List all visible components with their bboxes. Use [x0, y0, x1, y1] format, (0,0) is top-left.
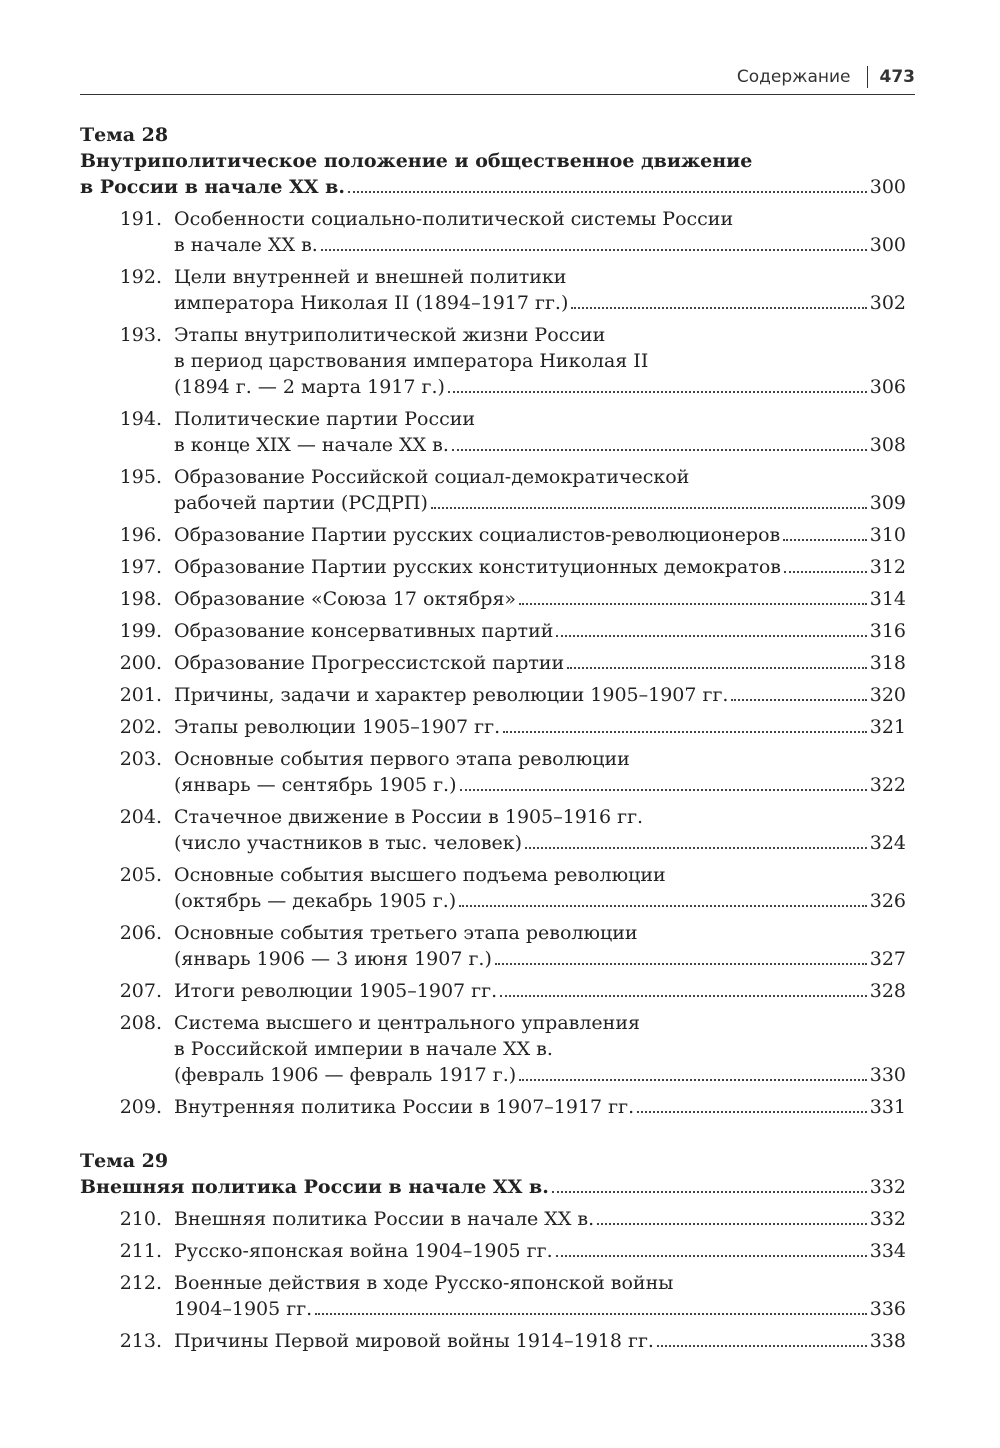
dot-leader	[431, 507, 867, 509]
entry-text: Этапы революции 1905–1907 гг.	[174, 716, 501, 738]
entry-row	[174, 650, 906, 676]
entry-body	[174, 1010, 906, 1088]
entry-number: 205.	[119, 864, 162, 886]
toc-entry[interactable]	[80, 746, 906, 798]
toc-entry[interactable]	[80, 1328, 906, 1354]
entry-body	[174, 264, 906, 316]
entry-page: 330	[869, 1064, 906, 1086]
entry-number: 192.	[119, 266, 162, 288]
entry-body	[174, 714, 906, 740]
entry-text: Образование консервативных партий	[174, 620, 554, 642]
entry-page: 318	[869, 652, 906, 674]
entry-line: Цели внутренней и внешней политики	[174, 266, 567, 288]
toc-entry[interactable]	[80, 464, 906, 516]
dot-leader	[321, 249, 867, 251]
running-head	[737, 66, 915, 88]
entry-page: 300	[869, 234, 906, 256]
dot-leader	[784, 571, 867, 573]
entry-text: 1904–1905 гг.	[174, 1298, 313, 1320]
toc-entry[interactable]	[80, 618, 906, 644]
entry-body	[174, 804, 906, 856]
running-header	[80, 62, 915, 95]
entry-text: Причины Первой мировой войны 1914–1918 гг.	[174, 1330, 654, 1352]
entry-row	[174, 1094, 906, 1120]
entry-page: 322	[869, 774, 906, 796]
entry-body	[174, 862, 906, 914]
entry-page: 336	[869, 1298, 906, 1320]
entry-line: Военные действия в ходе Русско-японской войны	[174, 1272, 674, 1294]
entry-page: 312	[869, 556, 906, 578]
entry-line: Политические партии России	[174, 408, 476, 430]
dot-leader	[348, 191, 867, 193]
dot-leader	[519, 603, 867, 605]
entry-line: Основные события третьего этапа революции	[174, 922, 638, 944]
entry-row	[174, 1328, 906, 1354]
entry-page: 328	[869, 980, 906, 1002]
dot-leader	[657, 1345, 867, 1347]
entry-text: Образование Партии русских конституционных демократов	[174, 556, 781, 578]
entry-line: Этапы внутриполитической жизни России	[174, 324, 606, 346]
topic-title: в России в начале XX в.	[80, 176, 345, 198]
entry-row	[174, 978, 906, 1004]
toc-entry[interactable]	[80, 322, 906, 400]
entry-page: 320	[869, 684, 906, 706]
toc-entry[interactable]	[80, 650, 906, 676]
topic-section	[80, 1148, 906, 1354]
entry-text: Образование Прогрессистской партии	[174, 652, 565, 674]
entry-number: 196.	[119, 524, 162, 546]
page-number: 473	[879, 67, 915, 87]
entry-row	[174, 888, 906, 914]
entry-row	[174, 554, 906, 580]
entry-number: 195.	[119, 466, 162, 488]
dot-leader	[459, 905, 867, 907]
entry-body	[174, 978, 906, 1004]
entry-body	[174, 586, 906, 612]
toc-entry[interactable]	[80, 1010, 906, 1088]
entry-text: (число участников в тыс. человек)	[174, 832, 523, 854]
entry-number: 201.	[119, 684, 162, 706]
entry-line: Образование Российской социал-демократической	[174, 466, 690, 488]
entry-row	[174, 374, 906, 400]
entry-body	[174, 1270, 906, 1322]
entry-text: Итоги революции 1905–1907 гг.	[174, 980, 498, 1002]
toc-entry[interactable]	[80, 1094, 906, 1120]
entry-number: 199.	[119, 620, 162, 642]
dot-leader	[495, 963, 867, 965]
entry-page: 331	[869, 1096, 906, 1118]
entry-row	[174, 522, 906, 548]
entry-row	[174, 1296, 906, 1322]
entry-page: 327	[869, 948, 906, 970]
entry-page: 302	[869, 292, 906, 314]
entry-page: 310	[869, 524, 906, 546]
toc-entry[interactable]	[80, 586, 906, 612]
entry-text: Причины, задачи и характер революции 1905–1907 гг.	[174, 684, 729, 706]
entry-number: 210.	[119, 1208, 162, 1230]
toc-entry[interactable]	[80, 804, 906, 856]
entry-line: в Российской империи в начале XX в.	[174, 1038, 553, 1060]
dot-leader	[519, 1079, 867, 1081]
header-separator	[867, 66, 868, 88]
entry-page: 314	[869, 588, 906, 610]
entry-number: 200.	[119, 652, 162, 674]
entry-row	[174, 232, 906, 258]
entry-text: Русско-японская война 1904–1905 гг.	[174, 1240, 553, 1262]
entry-number: 203.	[119, 748, 162, 770]
entry-body	[174, 206, 906, 258]
entry-page: 334	[869, 1240, 906, 1262]
entry-line: в период царствования императора Николая II	[174, 350, 649, 372]
entry-text: (1894 г. — 2 марта 1917 г.)	[174, 376, 445, 398]
entry-body	[174, 1206, 906, 1232]
entry-page: 309	[869, 492, 906, 514]
entry-number: 212.	[119, 1272, 162, 1294]
entry-body	[174, 650, 906, 676]
entry-number: 193.	[119, 324, 162, 346]
entry-row	[174, 432, 906, 458]
toc-entry[interactable]	[80, 406, 906, 458]
entry-page: 308	[869, 434, 906, 456]
entry-body	[174, 920, 906, 972]
topic-title-line: Внутриполитическое положение и общественное движение	[80, 150, 753, 172]
entry-text: (февраль 1906 — февраль 1917 г.)	[174, 1064, 517, 1086]
entry-row	[174, 772, 906, 798]
entry-page: 324	[869, 832, 906, 854]
topic-title-row[interactable]	[80, 1174, 906, 1200]
entry-text: Образование «Союза 17 октября»	[174, 588, 517, 610]
entry-number: 209.	[119, 1096, 162, 1118]
topic-title: Внешняя политика России в начале XX в.	[80, 1176, 549, 1198]
entry-text: в начале XX в.	[174, 234, 318, 256]
dot-leader	[731, 699, 866, 701]
topic-label: Тема 28	[80, 124, 169, 146]
entry-text: в конце XIX — начале XX в.	[174, 434, 449, 456]
entry-text: императора Николая II (1894–1917 гг.)	[174, 292, 569, 314]
entry-page: 326	[869, 890, 906, 912]
entry-body	[174, 1238, 906, 1264]
entry-number: 191.	[119, 208, 162, 230]
topic-section	[80, 122, 906, 1120]
entry-number: 197.	[119, 556, 162, 578]
section-title: Содержание	[736, 67, 851, 87]
toc-entry[interactable]	[80, 862, 906, 914]
toc-entry[interactable]	[80, 920, 906, 972]
entry-line: Основные события первого этапа революции	[174, 748, 630, 770]
topic-label: Тема 29	[80, 1150, 169, 1172]
entry-number: 207.	[119, 980, 162, 1002]
dot-leader	[500, 995, 867, 997]
toc-entry[interactable]	[80, 264, 906, 316]
entry-page: 338	[869, 1330, 906, 1352]
entry-row	[174, 1238, 906, 1264]
entry-body	[174, 618, 906, 644]
entry-number: 198.	[119, 588, 162, 610]
dot-leader	[556, 1255, 867, 1257]
entry-row	[174, 1206, 906, 1232]
entry-line: Основные события высшего подъема революции	[174, 864, 666, 886]
entry-body	[174, 464, 906, 516]
topic-page: 300	[869, 176, 906, 198]
dot-leader	[556, 635, 866, 637]
entry-body	[174, 746, 906, 798]
entry-body	[174, 522, 906, 548]
toc-entry[interactable]	[80, 1270, 906, 1322]
dot-leader	[503, 731, 867, 733]
entry-number: 208.	[119, 1012, 162, 1034]
dot-leader	[452, 449, 867, 451]
table-of-contents	[80, 122, 906, 1354]
dot-leader	[567, 667, 867, 669]
entry-row	[174, 586, 906, 612]
dot-leader	[571, 307, 866, 309]
entry-text: (октябрь — декабрь 1905 г.)	[174, 890, 457, 912]
dot-leader	[448, 391, 867, 393]
entry-row	[174, 946, 906, 972]
entry-number: 202.	[119, 716, 162, 738]
dot-leader	[315, 1313, 867, 1315]
topic-page: 332	[869, 1176, 906, 1198]
toc-entry[interactable]	[80, 1238, 906, 1264]
dot-leader	[460, 789, 867, 791]
entry-line: Стачечное движение в России в 1905–1916 гг.	[174, 806, 644, 828]
entry-body	[174, 682, 906, 708]
dot-leader	[525, 847, 867, 849]
entry-text: (январь — сентябрь 1905 г.)	[174, 774, 457, 796]
entry-row	[174, 490, 906, 516]
entry-text: (январь 1906 — 3 июня 1907 г.)	[174, 948, 492, 970]
toc-entry[interactable]	[80, 714, 906, 740]
toc-entry[interactable]	[80, 978, 906, 1004]
entry-line: Система высшего и центрального управления	[174, 1012, 640, 1034]
entry-body	[174, 322, 906, 400]
entry-text: рабочей партии (РСДРП)	[174, 492, 428, 514]
dot-leader	[597, 1223, 867, 1225]
entry-number: 211.	[119, 1240, 162, 1262]
entry-row	[174, 1062, 906, 1088]
entry-body	[174, 554, 906, 580]
dot-leader	[783, 539, 867, 541]
entry-row	[174, 830, 906, 856]
dot-leader	[552, 1191, 867, 1193]
topic-title-row[interactable]	[80, 174, 906, 200]
entry-number: 204.	[119, 806, 162, 828]
entry-body	[174, 406, 906, 458]
entry-text: Образование Партии русских социалистов-революционеров	[174, 524, 781, 546]
entry-page: 316	[869, 620, 906, 642]
entry-text: Внутренняя политика России в 1907–1917 гг.	[174, 1096, 635, 1118]
toc-entry[interactable]	[80, 682, 906, 708]
entry-number: 194.	[119, 408, 162, 430]
entry-body	[174, 1328, 906, 1354]
toc-entry[interactable]	[80, 522, 906, 548]
entry-line: Особенности социально-политической системы России	[174, 208, 734, 230]
entry-row	[174, 618, 906, 644]
entry-body	[174, 1094, 906, 1120]
entry-page: 306	[869, 376, 906, 398]
entry-row	[174, 714, 906, 740]
entry-row	[174, 290, 906, 316]
entry-page: 332	[869, 1208, 906, 1230]
toc-entry[interactable]	[80, 554, 906, 580]
entry-text: Внешняя политика России в начале XX в.	[174, 1208, 595, 1230]
toc-entry[interactable]	[80, 206, 906, 258]
toc-entry[interactable]	[80, 1206, 906, 1232]
entry-number: 213.	[119, 1330, 162, 1352]
entry-number: 206.	[119, 922, 162, 944]
dot-leader	[637, 1111, 867, 1113]
entry-page: 321	[869, 716, 906, 738]
entry-row	[174, 682, 906, 708]
